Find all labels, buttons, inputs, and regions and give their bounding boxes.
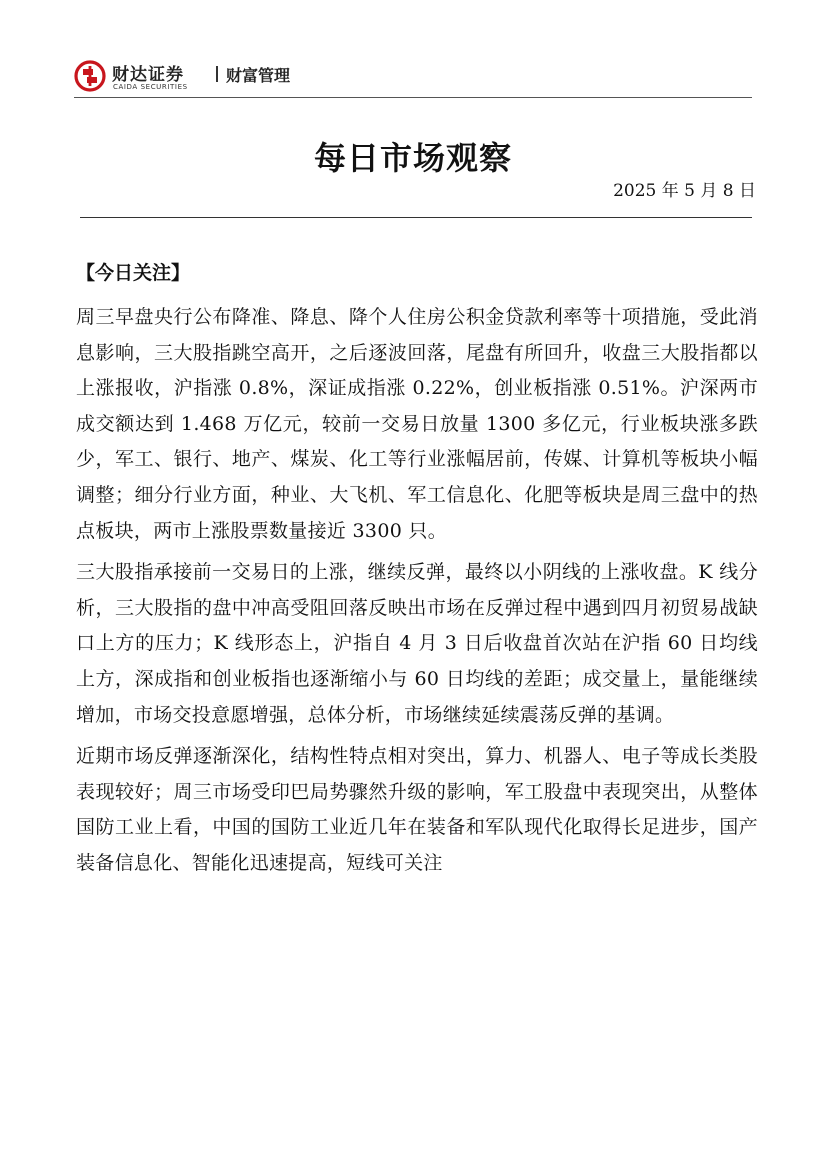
brand-english-name: CAIDA SECURITIES (113, 83, 188, 91)
report-date: 2025 年 5 月 8 日 (613, 181, 756, 201)
brand-divider (216, 66, 218, 82)
paragraph: 三大股指承接前一交易日的上涨，继续反弹，最终以小阴线的上涨收盘。K 线分析，三大股指的盘中冲高受阻回落反映出市场在反弹过程中遇到四月初贸易战缺口上方的压力；K 线形态上，沪指自 4 月 3 日后收盘首次站在沪指 60 日均线上方，深成指和创业板指也逐渐缩小与 60 日均线的差距；成交量上，量能继续增加，市场交投意愿增强，总体分析，市场继续延续震荡反弹的基调。 (76, 561, 758, 726)
section-body (76, 300, 758, 888)
report-title: 每日市场观察 (313, 139, 512, 178)
date-divider (80, 217, 752, 218)
section-heading: 【今日关注】 (76, 262, 191, 284)
paragraph: 近期市场反弹逐渐深化，结构性特点相对突出，算力、机器人、电子等成长类股表现较好；周三市场受印巴局势骤然升级的影响，军工股盘中表现突出，从整体国防工业上看，中国的国防工业近几年在装备和军队现代化取得长足进步，国产装备信息化、智能化迅速提高，短线可关注 (76, 745, 758, 874)
caida-logo-icon (74, 60, 106, 92)
header-divider (74, 97, 752, 98)
brand-name: 财达证券 (112, 65, 184, 85)
paragraph: 周三早盘央行公布降准、降息、降个人住房公积金贷款利率等十项措施，受此消息影响，三大股指跳空高开，之后逐波回落，尾盘有所回升，收盘三大股指都以上涨报收，沪指涨 0.8%，深证成指涨 0.22%，创业板指涨 0.51%。沪深两市成交额达到 1.468 万亿元，较前一交易日放量 1300 多亿元，行业板块涨多跌少，军工、银行、地产、煤炭、化工等行业涨幅居前，传媒、计算机等板块小幅调整；细分行业方面，种业、大飞机、军工信息化、化肥等板块是周三盘中的热点板块，两市上涨股票数量接近 3300 只。 (76, 306, 758, 542)
report-header (74, 58, 754, 98)
department-name: 财富管理 (226, 66, 291, 85)
